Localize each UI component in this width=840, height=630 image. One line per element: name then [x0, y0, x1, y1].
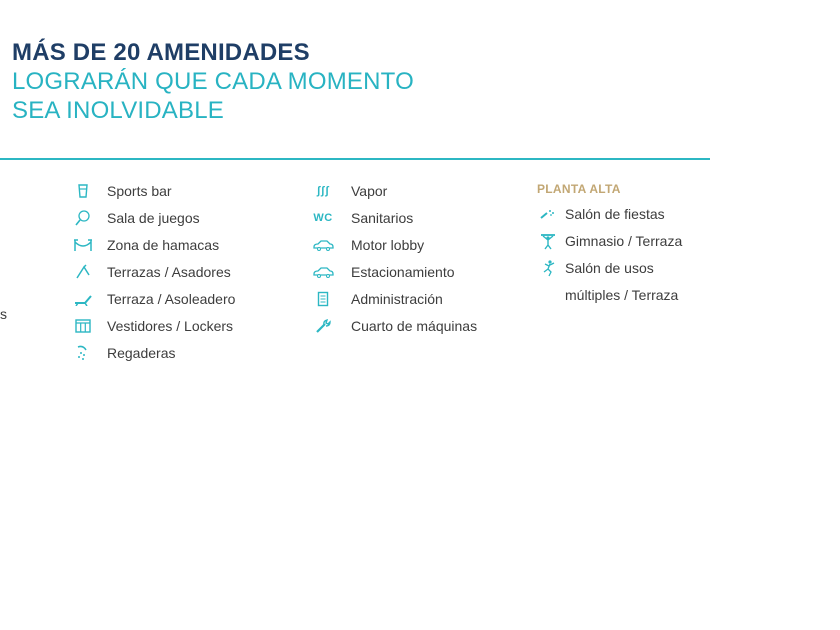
amenities-column-3: [537, 180, 682, 308]
amenity-item: [312, 258, 477, 285]
headline-line-1: MÁS DE 20 AMENIDADES: [12, 39, 310, 66]
amenity-item: [312, 204, 477, 231]
amenity-item: [537, 200, 682, 227]
amenity-item-continued: [537, 281, 682, 308]
amenity-label: Cuarto de máquinas: [351, 317, 478, 334]
amenity-item: [72, 339, 235, 366]
top-cropped-text: [0, 0, 560, 1]
amenity-label: múltiples / Terraza: [565, 286, 679, 303]
amenities-column-2: [312, 177, 477, 339]
amenity-item: [72, 312, 235, 339]
car-icon: [312, 262, 334, 282]
sunbed-icon: [72, 289, 94, 309]
amenities-column-1: [72, 177, 235, 366]
multiuse-icon: [537, 258, 559, 278]
cropped-edge-text: s: [0, 306, 7, 322]
shower-icon: [72, 343, 94, 363]
amenity-label: Terraza / Asoleadero: [107, 290, 236, 307]
amenity-label: Administración: [351, 290, 443, 307]
amenity-label: Sanitarios: [351, 209, 414, 226]
gym-icon: [537, 231, 559, 251]
headline: [12, 38, 414, 125]
amenity-label: Estacionamiento: [351, 263, 455, 280]
car-icon: [312, 235, 334, 255]
amenity-label: Gimnasio / Terraza: [565, 232, 683, 249]
amenity-item: [72, 231, 235, 258]
amenity-label: Zona de hamacas: [107, 236, 220, 253]
headline-line-2: LOGRARÁN QUE CADA MOMENTO: [12, 68, 414, 95]
amenity-item: [72, 285, 235, 312]
amenity-label: Salón de usos: [565, 259, 654, 276]
amenity-item: [312, 285, 477, 312]
amenity-label: Motor lobby: [351, 236, 425, 253]
headline-line-3: SEA INOLVIDABLE: [12, 97, 224, 124]
divider-line: [0, 158, 710, 160]
amenity-item: [312, 312, 477, 339]
hammock-icon: [72, 235, 94, 255]
wc-icon: WC: [313, 211, 333, 224]
amenity-label: Vestidores / Lockers: [107, 317, 234, 334]
section-title: PLANTA ALTA: [537, 182, 621, 196]
amenity-label: Sports bar: [107, 182, 172, 199]
section-title-row: [537, 180, 682, 200]
amenity-label: Sala de juegos: [107, 209, 200, 226]
wrench-icon: [312, 316, 334, 336]
amenity-label: Salón de fiestas: [565, 205, 665, 222]
amenity-item: [72, 204, 235, 231]
steam-icon: ʃʃʃ: [316, 184, 330, 197]
grill-icon: [72, 262, 94, 282]
amenity-item: [72, 258, 235, 285]
amenity-item: [312, 231, 477, 258]
amenity-label: Regaderas: [107, 344, 176, 361]
amenity-label: Terrazas / Asadores: [107, 263, 231, 280]
amenity-label: Vapor: [351, 182, 388, 199]
amenity-item: [537, 254, 682, 281]
amenity-item: [72, 177, 235, 204]
lockers-icon: [72, 316, 94, 336]
party-icon: [537, 204, 559, 224]
game-room-icon: [72, 208, 94, 228]
amenity-item: [537, 227, 682, 254]
document-icon: [312, 289, 334, 309]
amenity-item: [312, 177, 477, 204]
sports-bar-icon: [72, 181, 94, 201]
